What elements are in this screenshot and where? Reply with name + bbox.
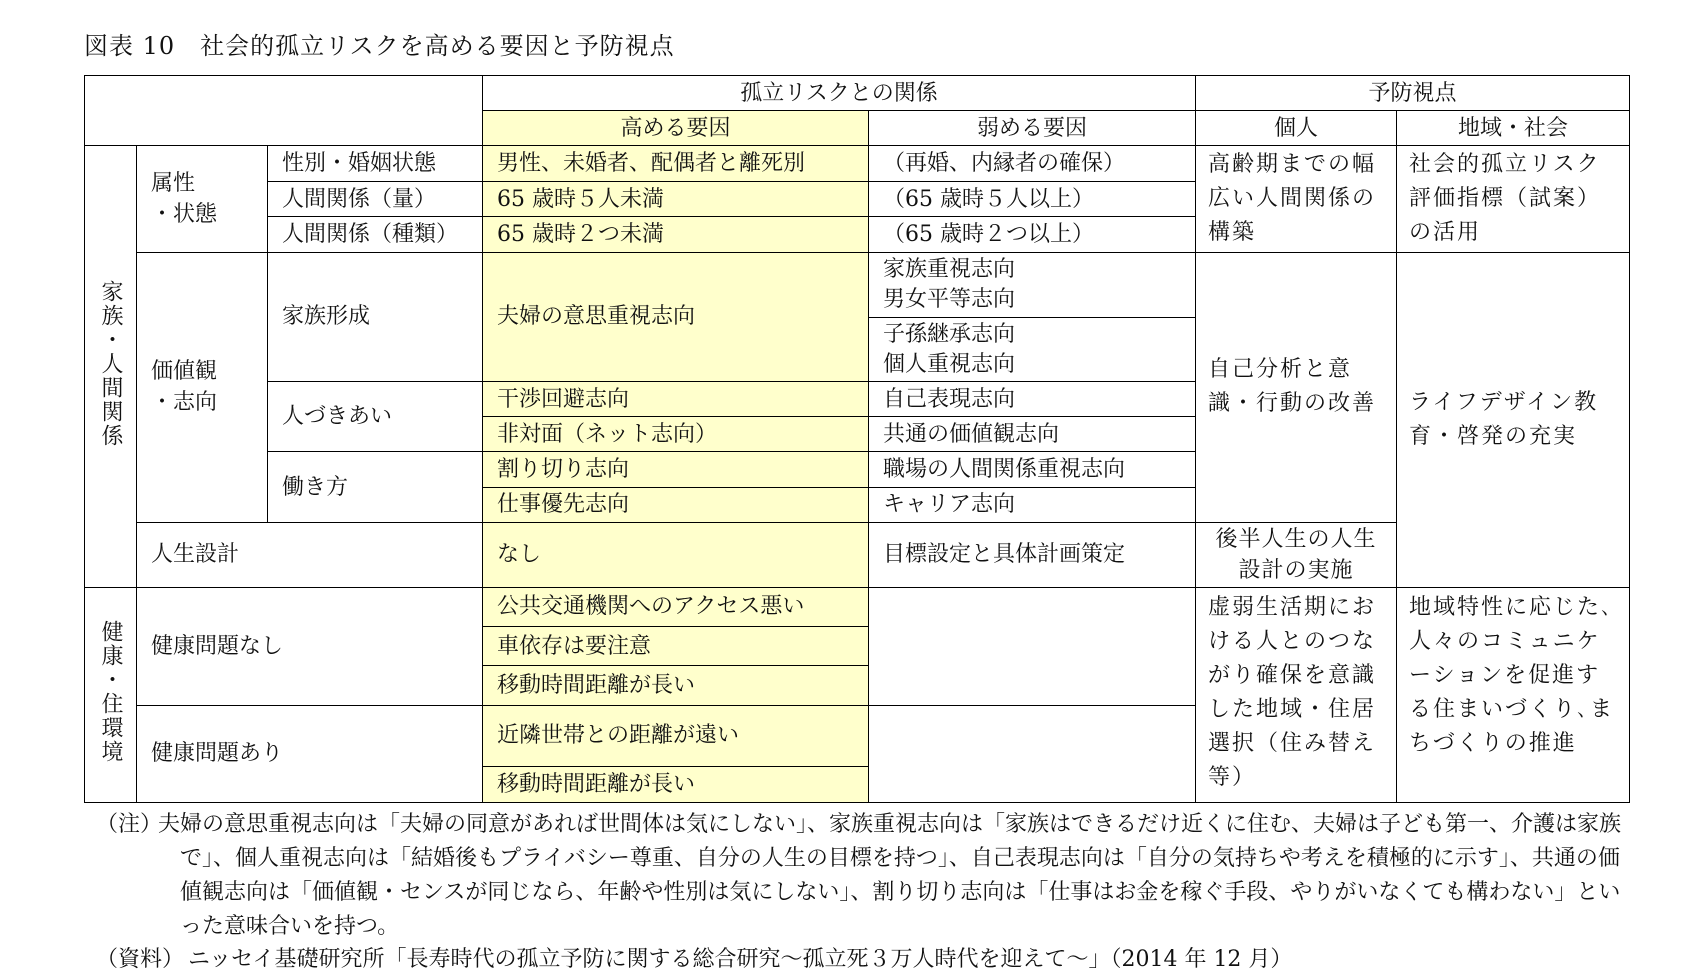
factor-life-design: 人生設計 (137, 522, 483, 587)
header-blank-cell (85, 76, 483, 146)
increase-non-face-to-face: 非対面（ネット志向） (483, 417, 869, 452)
increase-relationship-type: 65 歳時２つ未満 (483, 217, 869, 253)
note-text: 夫婦の意思重視志向は「夫婦の同意があれば世間体は気にしない」、家族重視志向は「家族はできるだけ近くに住む、夫婦は子ども第一、介護は家族で」、個人重視志向は「結婚後もプライバシー尊重、自分の人生の目標を持つ」、自己表現志向は「自分の気持ちや考えを積極的に示す」、共通の価値観志向は「価値観・センスが同じなら、年齢や性別は気にしない」、割り切り志向は「仕事はお金を稼ぐ手段、やりがいなくても構わない」といった意味合いを持つ。 (158, 812, 1622, 939)
section-family-relations: 家族・人間関係 (85, 146, 137, 588)
decrease-life-design: 目標設定と具体計画策定 (869, 522, 1196, 587)
decrease-empty-with-problem (869, 705, 1196, 802)
decrease-workplace-relations: 職場の人間関係重視志向 (869, 452, 1196, 487)
group-attributes: 属性 ・状態 (137, 146, 268, 253)
header-increase-factor: 高める要因 (483, 111, 869, 146)
decrease-relationship-type: （65 歳時２つ以上） (869, 217, 1196, 253)
increase-avoid-interference: 干渉回避志向 (483, 382, 869, 417)
increase-family-formation: 夫婦の意思重視志向 (483, 252, 869, 381)
individual-housing-choice: 虚弱生活期における人とのつながり確保を意識した地域・住居選択（住み替え等） (1196, 587, 1397, 802)
table-source (96, 943, 1292, 977)
community-housing-town: 地域特性に応じた､人々のコミュニケーションを促進する住まいづくり､まちづくりの推進 (1397, 587, 1630, 802)
individual-life-design: 後半人生の人生設計の実施 (1196, 522, 1397, 587)
decrease-gender-marital: （再婚、内縁者の確保） (869, 146, 1196, 182)
community-life-design-education: ライフデザイン教育・啓発の充実 (1397, 252, 1630, 587)
increase-car-dependence: 車依存は要注意 (483, 627, 869, 666)
factor-relationship-type: 人間関係（種類） (268, 217, 483, 253)
decrease-relationship-quantity: （65 歳時５人以上） (869, 181, 1196, 217)
decrease-empty-no-problem (869, 587, 1196, 705)
note-label: （注） (96, 812, 163, 837)
decrease-career: キャリア志向 (869, 487, 1196, 522)
increase-travel-distance: 移動時間距離が長い (483, 666, 869, 705)
increase-life-design: なし (483, 522, 869, 587)
factor-gender-marital: 性別・婚姻状態 (268, 146, 483, 182)
individual-relationship-building: 高齢期までの幅広い人間関係の構築 (1196, 146, 1397, 253)
community-risk-index: 社会的孤立リスク評価指標（試案）の活用 (1397, 146, 1630, 253)
increase-detached-work: 割り切り志向 (483, 452, 869, 487)
group-with-health-problem: 健康問題あり (137, 705, 483, 802)
factor-relationship-quantity: 人間関係（量） (268, 181, 483, 217)
decrease-shared-values: 共通の価値観志向 (869, 417, 1196, 452)
increase-travel-distance-2: 移動時間距離が長い (483, 766, 869, 802)
figure-title: 図表 10 社会的孤立リスクを高める要因と予防視点 (84, 32, 675, 60)
increase-public-transport: 公共交通機関へのアクセス悪い (483, 587, 869, 626)
group-values: 価値観 ・志向 (137, 252, 268, 522)
increase-gender-marital: 男性、未婚者、配偶者と離死別 (483, 146, 869, 182)
factor-work-style: 働き方 (268, 452, 483, 522)
header-risk-relation: 孤立リスクとの関係 (483, 76, 1196, 111)
decrease-self-expression: 自己表現志向 (869, 382, 1196, 417)
increase-work-priority: 仕事優先志向 (483, 487, 869, 522)
header-prevention: 予防視点 (1196, 76, 1630, 111)
header-individual: 個人 (1196, 111, 1397, 146)
section-health-housing: 健康・住環境 (85, 587, 137, 802)
increase-neighbor-distance: 近隣世帯との距離が遠い (483, 705, 869, 766)
header-decrease-factor: 弱める要因 (869, 111, 1196, 146)
risk-factor-table (84, 75, 1630, 803)
factor-family-formation: 家族形成 (268, 252, 483, 381)
source-label: （資料） (96, 947, 185, 972)
table-note (96, 808, 1631, 944)
decrease-family-formation-b: 子孫継承志向 個人重視志向 (869, 317, 1196, 381)
group-no-health-problem: 健康問題なし (137, 587, 483, 705)
source-text: ニッセイ基礎研究所「長寿時代の孤立予防に関する総合研究～孤立死３万人時代を迎えて～」（2014 年 12 月） (188, 947, 1293, 972)
factor-relationships: 人づきあい (268, 382, 483, 452)
header-community: 地域・社会 (1397, 111, 1630, 146)
decrease-family-formation-a: 家族重視志向 男女平等志向 (869, 252, 1196, 317)
increase-relationship-quantity: 65 歳時５人未満 (483, 181, 869, 217)
individual-self-analysis: 自己分析と意識・行動の改善 (1196, 252, 1397, 522)
